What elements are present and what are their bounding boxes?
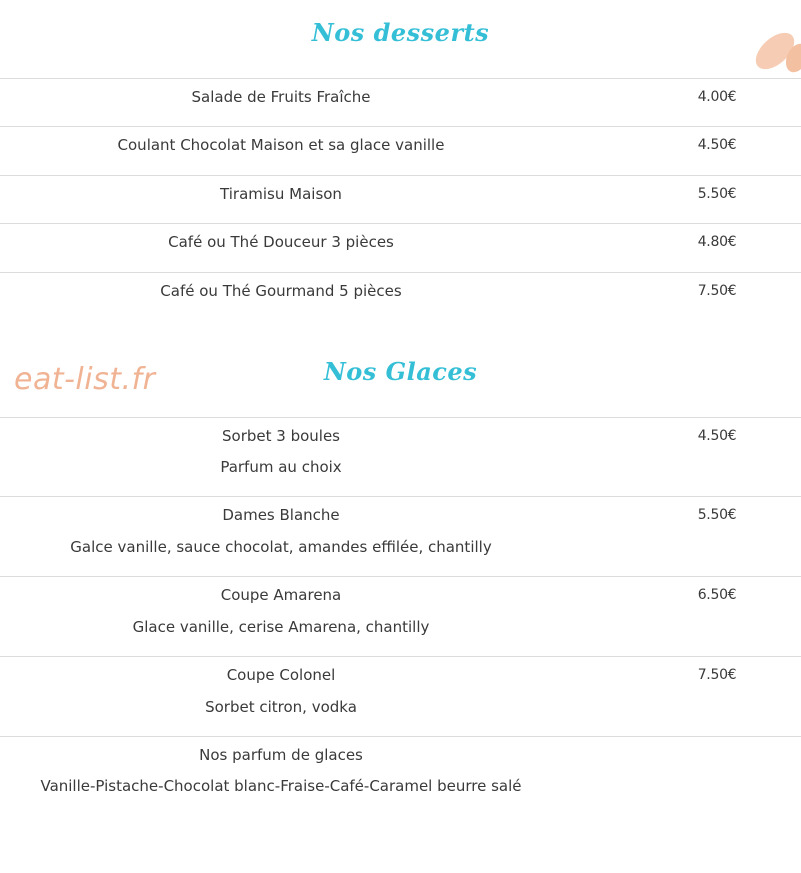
dessert-item-price: 5.50€ [697,186,737,202]
glace-item-desc: Galce vanille, sauce chocolat, amandes effilée, chantilly [70,538,492,556]
glace-item-desc: Parfum au choix [220,458,342,476]
divider [0,736,801,737]
glace-item-name: Dames Blanche [222,506,340,524]
divider [0,656,801,657]
glace-flavours-heading: Nos parfum de glaces [199,746,363,764]
divider [0,78,801,79]
divider [0,496,801,497]
glace-flavours-list: Vanille-Pistache-Chocolat blanc-Fraise-Café-Caramel beurre salé [40,777,522,795]
glace-item-name: Coupe Amarena [220,586,342,604]
glace-item-name: Coupe Colonel [226,666,336,684]
dessert-item-price: 4.00€ [697,89,737,105]
glace-item-name: Sorbet 3 boules [222,427,340,445]
dessert-item-price: 4.50€ [697,137,737,153]
glaces-title: Nos Glaces [323,357,478,386]
divider [0,223,801,224]
divider [0,417,801,418]
divider [0,272,801,273]
dessert-item-price: 4.80€ [697,234,737,250]
divider [0,126,801,127]
glace-item-price: 5.50€ [697,507,737,523]
glace-item-price: 4.50€ [697,428,737,444]
desserts-title: Nos desserts [311,18,490,47]
dessert-item-name: Café ou Thé Gourmand 5 pièces [160,282,402,300]
dessert-item-name: Coulant Chocolat Maison et sa glace vanille [117,136,445,154]
divider [0,576,801,577]
glace-item-desc: Sorbet citron, vodka [205,698,357,716]
dessert-item-price: 7.50€ [697,283,737,299]
glace-item-desc: Glace vanille, cerise Amarena, chantilly [132,618,430,636]
dessert-item-name: Tiramisu Maison [220,185,342,203]
watermark-text: eat-list.fr [14,362,156,397]
dessert-item-name: Café ou Thé Douceur 3 pièces [168,233,394,251]
glace-item-price: 6.50€ [697,587,737,603]
dessert-item-name: Salade de Fruits Fraîche [191,88,371,106]
divider [0,175,801,176]
glace-item-price: 7.50€ [697,667,737,683]
